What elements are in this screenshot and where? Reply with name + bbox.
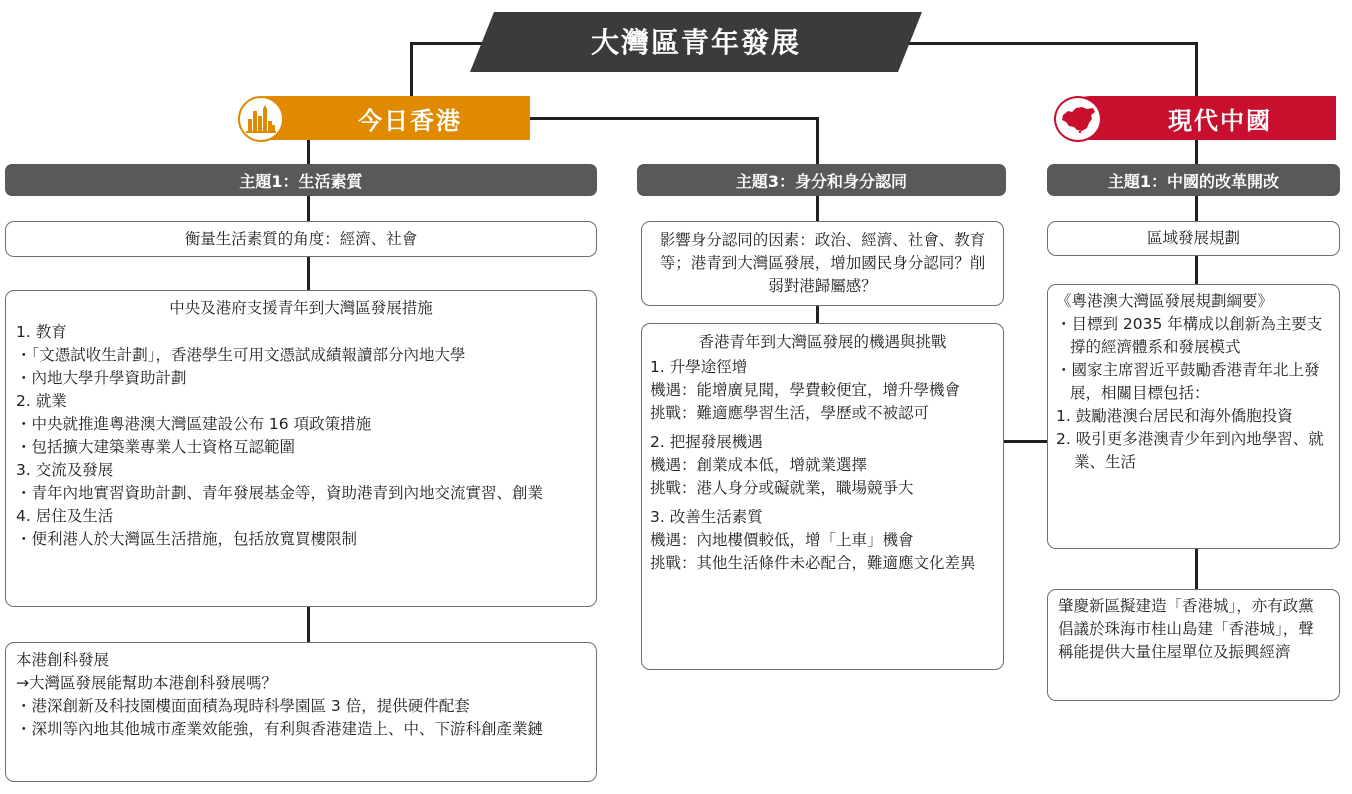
connector — [307, 606, 310, 642]
theme-header-middle: 主題3：身分和身分認同 — [637, 164, 1006, 196]
theme-header-right: 主題1：中國的改革開改 — [1047, 164, 1340, 196]
connector — [1195, 42, 1198, 104]
row-label: 機遇： — [650, 456, 697, 474]
list-item: ・目標到 2035 年構成以創新為主要支撐的經濟體系和發展模式 — [1056, 315, 1323, 356]
identity-factors-text: 影響身分認同的因素：政治、經濟、社會、教育等；港青到大灣區發展，增加國民身分認同？削弱對港歸屬感？ — [659, 231, 986, 295]
right-banner-icon-circle — [1054, 96, 1102, 142]
row-label: 挑戰： — [650, 554, 697, 572]
opportunities-heading: 香港青年到大灣區發展的機遇與挑戰 — [698, 333, 947, 351]
measure-box — [5, 221, 597, 257]
opportunity-row — [650, 379, 995, 402]
connector — [816, 117, 819, 165]
list-item: ・港深創新及科技園樓面面積為現時科學園區 3 倍，提供硬件配套 — [16, 697, 470, 715]
group-title: 3. 交流及發展 — [16, 461, 114, 479]
row-value: 難適應學習生活，學歷或不被認可 — [696, 404, 930, 422]
group-title: 2. 把握發展機遇 — [650, 433, 763, 451]
connector — [1195, 548, 1198, 590]
connector — [1003, 440, 1049, 443]
connector — [307, 196, 310, 222]
group-title: 4. 居住及生活 — [16, 507, 114, 525]
connector — [307, 140, 310, 165]
row-value: 內地樓價較低，增「上車」機會 — [696, 531, 914, 549]
support-heading: 中央及港府支援青年到大灣區發展措施 — [169, 299, 433, 317]
right-banner-label: 現代中國 — [1168, 106, 1272, 135]
connector — [816, 196, 819, 222]
connector — [307, 256, 310, 291]
list-item: ・國家主席習近平鼓勵香港青年北上發展，相關目標包括： — [1056, 361, 1320, 402]
row-label: 挑戰： — [650, 404, 697, 422]
list-item: ・中央就推進粵港澳大灣區建設公布 16 項政策措施 — [16, 415, 372, 433]
challenge-row — [650, 402, 995, 425]
connector — [1195, 140, 1198, 165]
group-title: 3. 改善生活素質 — [650, 508, 763, 526]
list-item: ・便利港人於大灣區生活措施，包括放寬買樓限制 — [16, 530, 358, 548]
theme-header-left: 主題1：生活素質 — [5, 164, 597, 196]
innovation-title: 本港創科發展 — [16, 651, 110, 669]
numbered-item: 2. 吸引更多港澳青少年到內地學習、就業、生活 — [1056, 430, 1324, 471]
china-map-icon — [1060, 105, 1096, 133]
opportunity-row — [650, 529, 995, 552]
zhaoqing-text: 肇慶新區擬建造「香港城」，亦有政黨倡議於珠海市桂山島建「香港城」，聲稱能提供大量住屋單位及振興經濟 — [1058, 597, 1314, 661]
city-skyline-icon — [246, 105, 276, 133]
row-value: 港人身分或礙就業，職場競爭大 — [696, 479, 914, 497]
row-label: 挑戰： — [650, 479, 697, 497]
planning-text: 區域發展規劃 — [1146, 229, 1240, 247]
opportunity-row — [650, 454, 995, 477]
group-title: 1. 教育 — [16, 323, 67, 341]
outline-title: 《粵港澳大灣區發展規劃綱要》 — [1056, 292, 1274, 310]
connector — [900, 42, 1198, 45]
group-title: 2. 就業 — [16, 392, 67, 410]
challenge-row — [650, 552, 995, 575]
opportunities-box — [641, 323, 1004, 670]
measure-text: 衡量生活素質的角度：經濟、社會 — [184, 229, 418, 248]
connector — [1195, 255, 1198, 285]
left-banner-label: 今日香港 — [358, 106, 462, 135]
identity-factors-box — [641, 221, 1004, 306]
page-title: 大灣區青年發展 — [590, 26, 801, 59]
list-item: ・「文憑試收生計劃」，香港學生可用文憑試成績報讀部分內地大學 — [16, 346, 466, 364]
list-item: ・包括擴大建築業專業人士資格互認範圍 — [16, 438, 296, 456]
list-item: ・青年內地實習資助計劃、青年發展基金等，資助港青到內地交流實習、創業 — [16, 484, 544, 502]
list-item: ・深圳等內地其他城市產業效能強，有利與香港建造上、中、下游科創產業鏈 — [16, 720, 544, 738]
planning-box — [1047, 221, 1340, 256]
outline-box — [1047, 284, 1340, 549]
connector — [410, 42, 413, 104]
numbered-item: 1. 鼓勵港澳台居民和海外僑胞投資 — [1056, 407, 1293, 425]
left-banner-icon-circle — [238, 96, 284, 142]
row-value: 能增廣見聞，學費較便宜，增升學機會 — [696, 381, 961, 399]
zhaoqing-box — [1047, 589, 1340, 701]
connector — [1195, 196, 1198, 222]
row-value: 其他生活條件未必配合，難適應文化差異 — [696, 554, 976, 572]
row-value: 創業成本低，增就業選擇 — [696, 456, 868, 474]
list-item: ・內地大學升學資助計劃 — [16, 369, 187, 387]
support-measures-box — [5, 290, 597, 607]
row-label: 機遇： — [650, 381, 697, 399]
connector — [528, 117, 818, 120]
group-title: 1. 升學途徑增 — [650, 358, 748, 376]
innovation-box — [5, 642, 597, 782]
connector — [816, 305, 819, 323]
challenge-row — [650, 477, 995, 500]
row-label: 機遇： — [650, 531, 697, 549]
innovation-question: →大灣區發展能幫助本港創科發展嗎？ — [16, 674, 277, 692]
